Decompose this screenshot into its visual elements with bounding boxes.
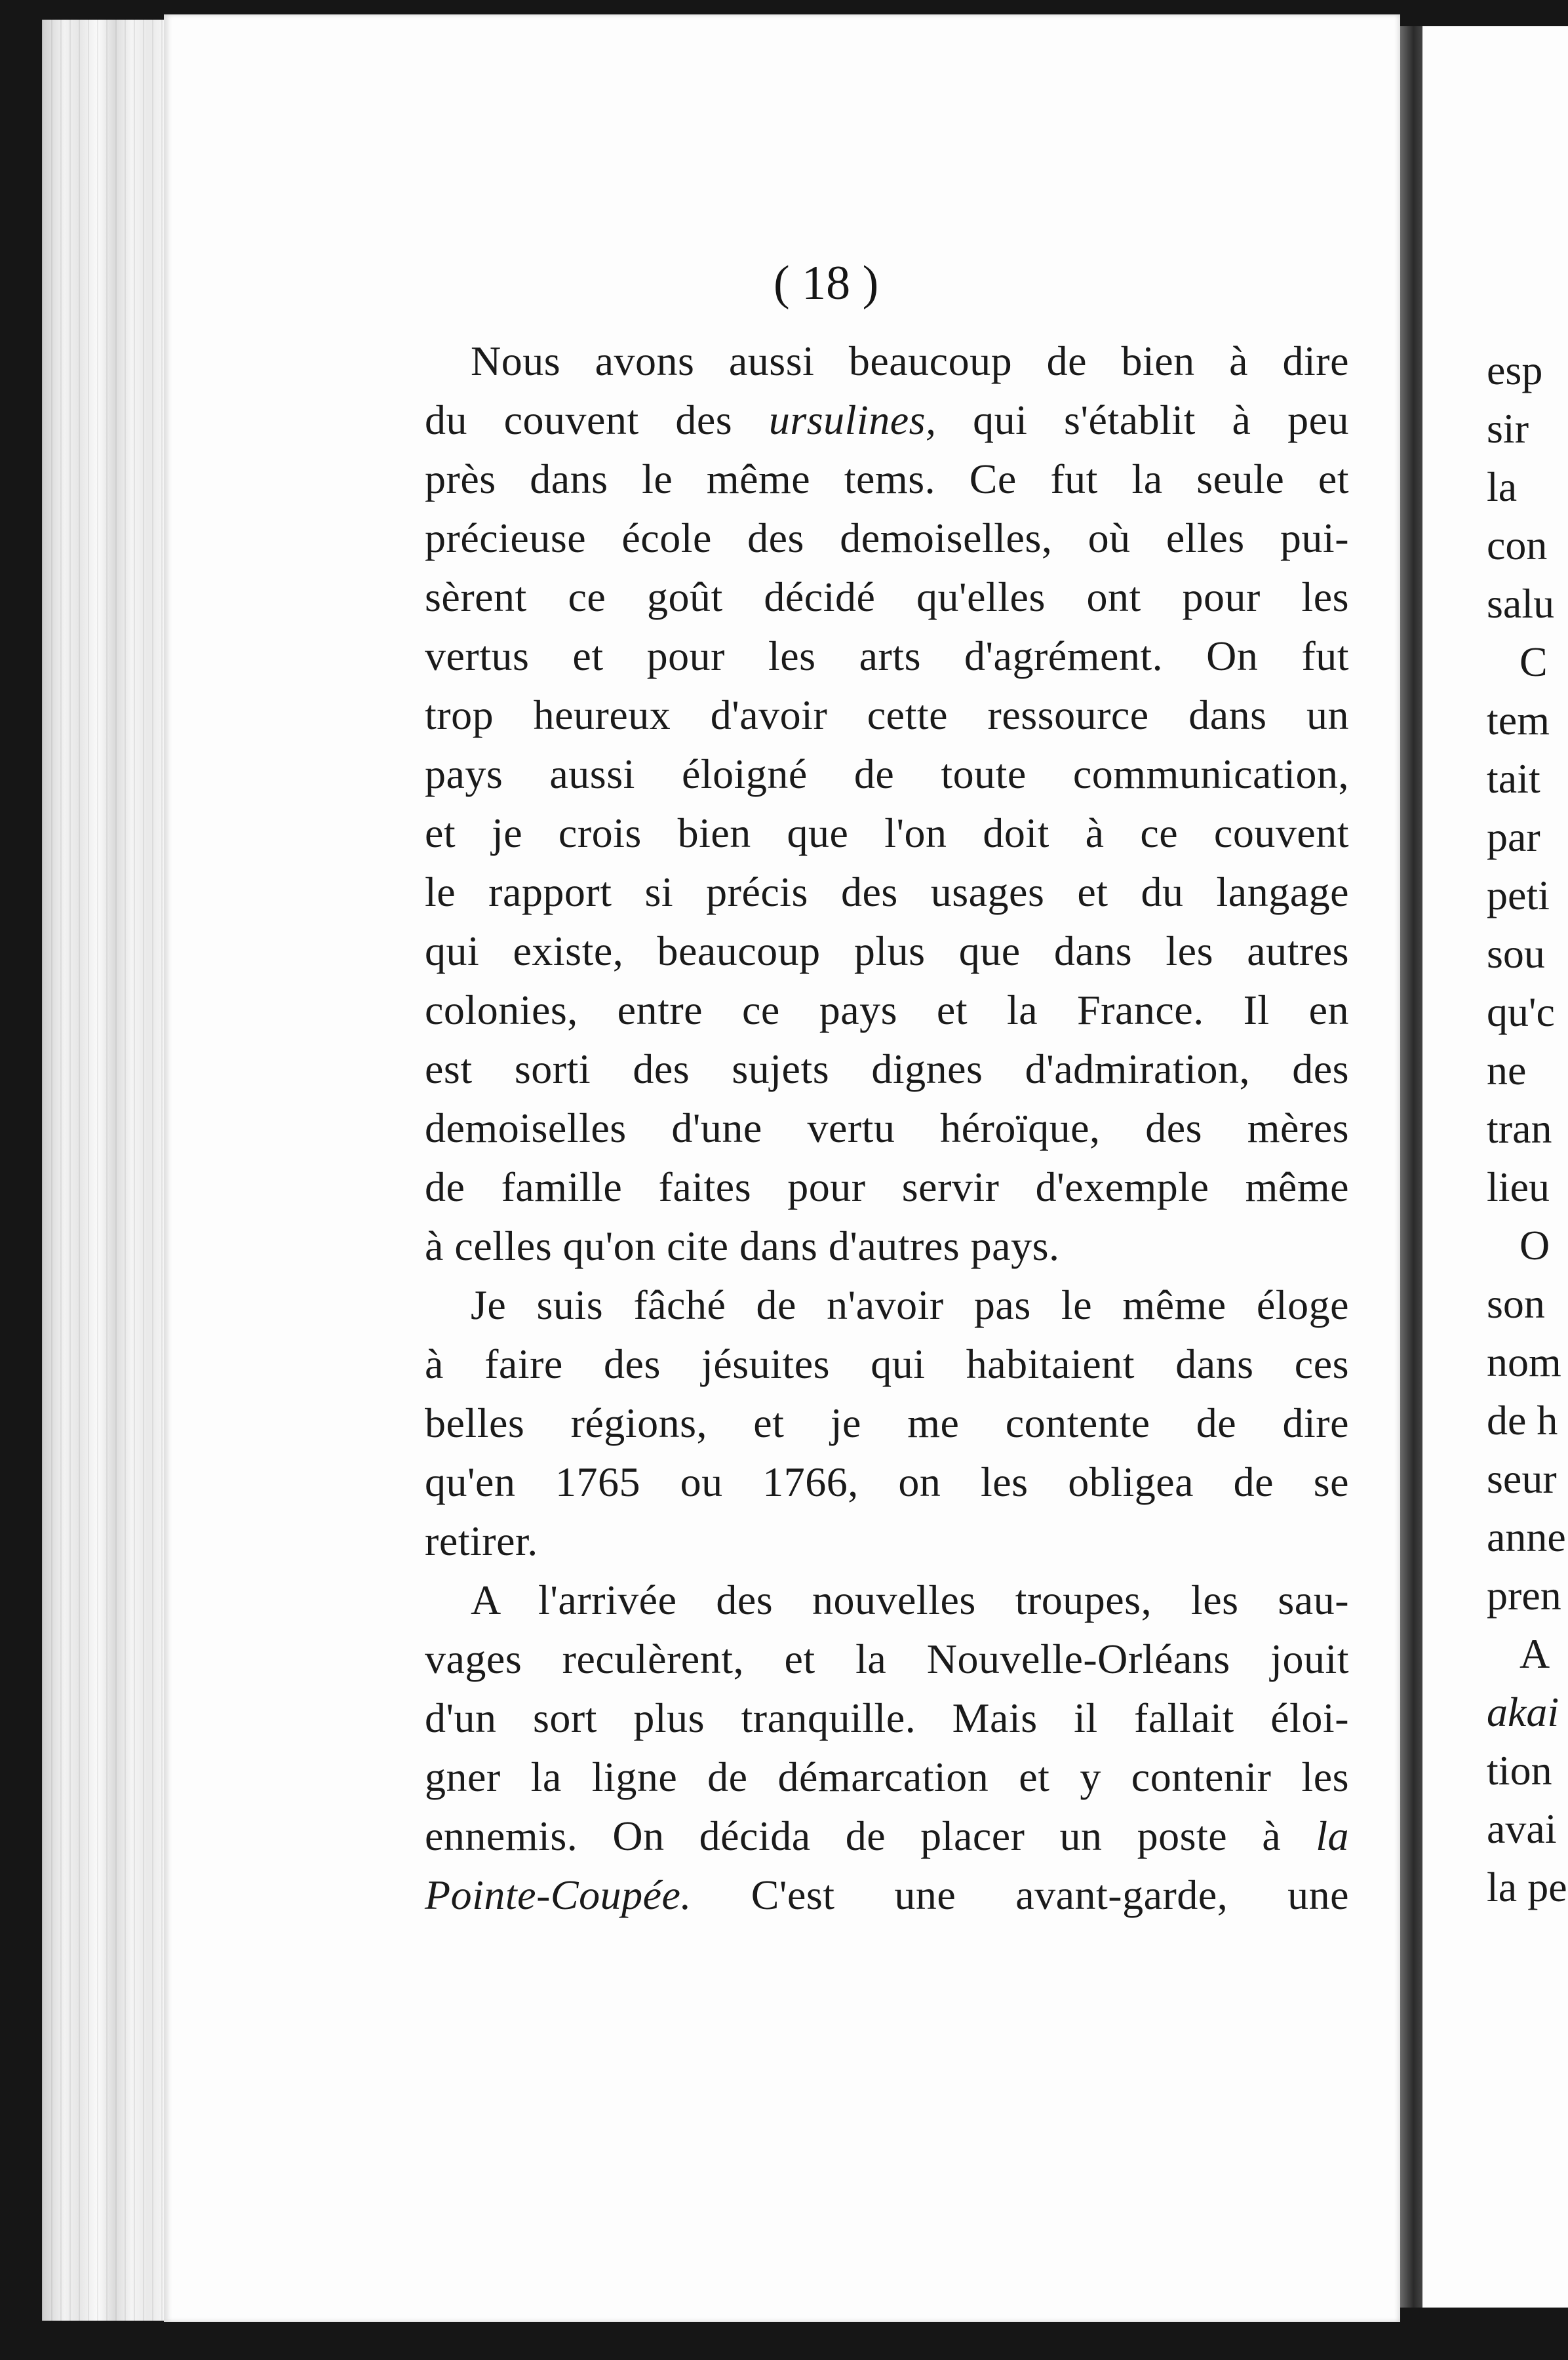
facing-text-line: la (1487, 463, 1518, 510)
text-line: belles régions, et je me contente de dire (425, 1400, 1349, 1446)
facing-text-line: anne (1487, 1514, 1566, 1560)
text-line: et je crois bien que l'on doit à ce couvent (425, 810, 1349, 856)
text-line: d'un sort plus tranquille. Mais il fallait éloi- (425, 1695, 1349, 1741)
facing-text-line: con (1487, 522, 1548, 568)
text-line (425, 391, 1349, 450)
facing-text-line: salu (1487, 580, 1555, 627)
facing-text-line: pren (1487, 1572, 1561, 1619)
text-line: gner la ligne de démarcation et y contenir les (425, 1754, 1349, 1800)
page-number: ( 18 ) (774, 256, 879, 310)
text-line: pays aussi éloigné de toute communication, (425, 751, 1349, 797)
text-segment: du couvent des (425, 397, 769, 443)
text-segment: ennemis. On décida de placer un poste à (425, 1813, 1316, 1859)
facing-text-line: sir (1487, 405, 1529, 452)
facing-text-line: de h (1487, 1397, 1558, 1444)
facing-text-line: esp (1487, 347, 1543, 393)
text-line: Nous avons aussi beaucoup de bien à dire (471, 338, 1349, 384)
facing-text-line: tait (1487, 755, 1540, 802)
text-line: colonies, entre ce pays et la France. Il en (425, 987, 1349, 1033)
facing-text-line: tem (1487, 697, 1550, 743)
text-line: le rapport si précis des usages et du langage (425, 869, 1349, 915)
text-line: précieuse école des demoiselles, où elles pui- (425, 515, 1349, 561)
facing-text-line: la pe (1487, 1864, 1567, 1910)
text-line: trop heureux d'avoir cette ressource dans un (425, 692, 1349, 738)
italic-text: la (1316, 1813, 1349, 1859)
facing-text-line: tran (1487, 1105, 1552, 1152)
text-line: vertus et pour les arts d'agrément. On fut (425, 633, 1349, 679)
body-text (425, 332, 1349, 1925)
text-line: qu'en 1765 ou 1766, on les obligea de se (425, 1459, 1349, 1505)
text-line: est sorti des sujets dignes d'admiration, des (425, 1046, 1349, 1092)
facing-text-line: qu'c (1487, 989, 1555, 1035)
text-line: demoiselles d'une vertu héroïque, des mères (425, 1105, 1349, 1151)
facing-text-line: lieu (1487, 1164, 1550, 1210)
facing-text-line: ne (1487, 1047, 1527, 1093)
text-line: retirer. (425, 1518, 538, 1564)
text-line: sèrent ce goût décidé qu'elles ont pour les (425, 574, 1349, 620)
text-line: de famille faites pour servir d'exemple même (425, 1164, 1349, 1210)
text-line: à celles qu'on cite dans d'autres pays. (425, 1223, 1060, 1269)
facing-text-line: avai (1487, 1805, 1557, 1852)
facing-text-line: tion (1487, 1747, 1552, 1794)
facing-text-line: O (1519, 1222, 1550, 1268)
facing-text-line: nom (1487, 1339, 1561, 1385)
facing-text-line: son (1487, 1280, 1545, 1327)
text-segment: qui s'établit à peu (936, 397, 1350, 443)
facing-text-line: seur (1487, 1455, 1557, 1502)
text-line: à faire des jésuites qui habitaient dans ces (425, 1341, 1349, 1387)
facing-text-line: C (1519, 639, 1548, 685)
text-line (425, 1866, 1349, 1925)
italic-text: ursulines, (768, 397, 937, 443)
italic-text: Pointe-Coupée. (425, 1872, 692, 1918)
facing-text-line: akai (1487, 1689, 1559, 1735)
text-line (425, 1807, 1349, 1866)
facing-text-line: A (1519, 1630, 1550, 1677)
text-line: qui existe, beaucoup plus que dans les autres (425, 928, 1349, 974)
text-line: vages reculèrent, et la Nouvelle-Orléans jouit (425, 1636, 1349, 1682)
page-edges-left (42, 20, 167, 2321)
facing-text-line: sou (1487, 930, 1545, 977)
text-line: A l'arrivée des nouvelles troupes, les sau- (471, 1577, 1349, 1623)
text-line: près dans le même tems. Ce fut la seule et (425, 456, 1349, 502)
facing-page-text (1487, 341, 1568, 1916)
facing-text-line: peti (1487, 872, 1550, 918)
facing-text-line: par (1487, 814, 1540, 860)
text-segment: C'est une avant-garde, une (691, 1872, 1349, 1918)
book-gutter (1400, 26, 1422, 2308)
text-line: Je suis fâché de n'avoir pas le même éloge (471, 1282, 1349, 1328)
